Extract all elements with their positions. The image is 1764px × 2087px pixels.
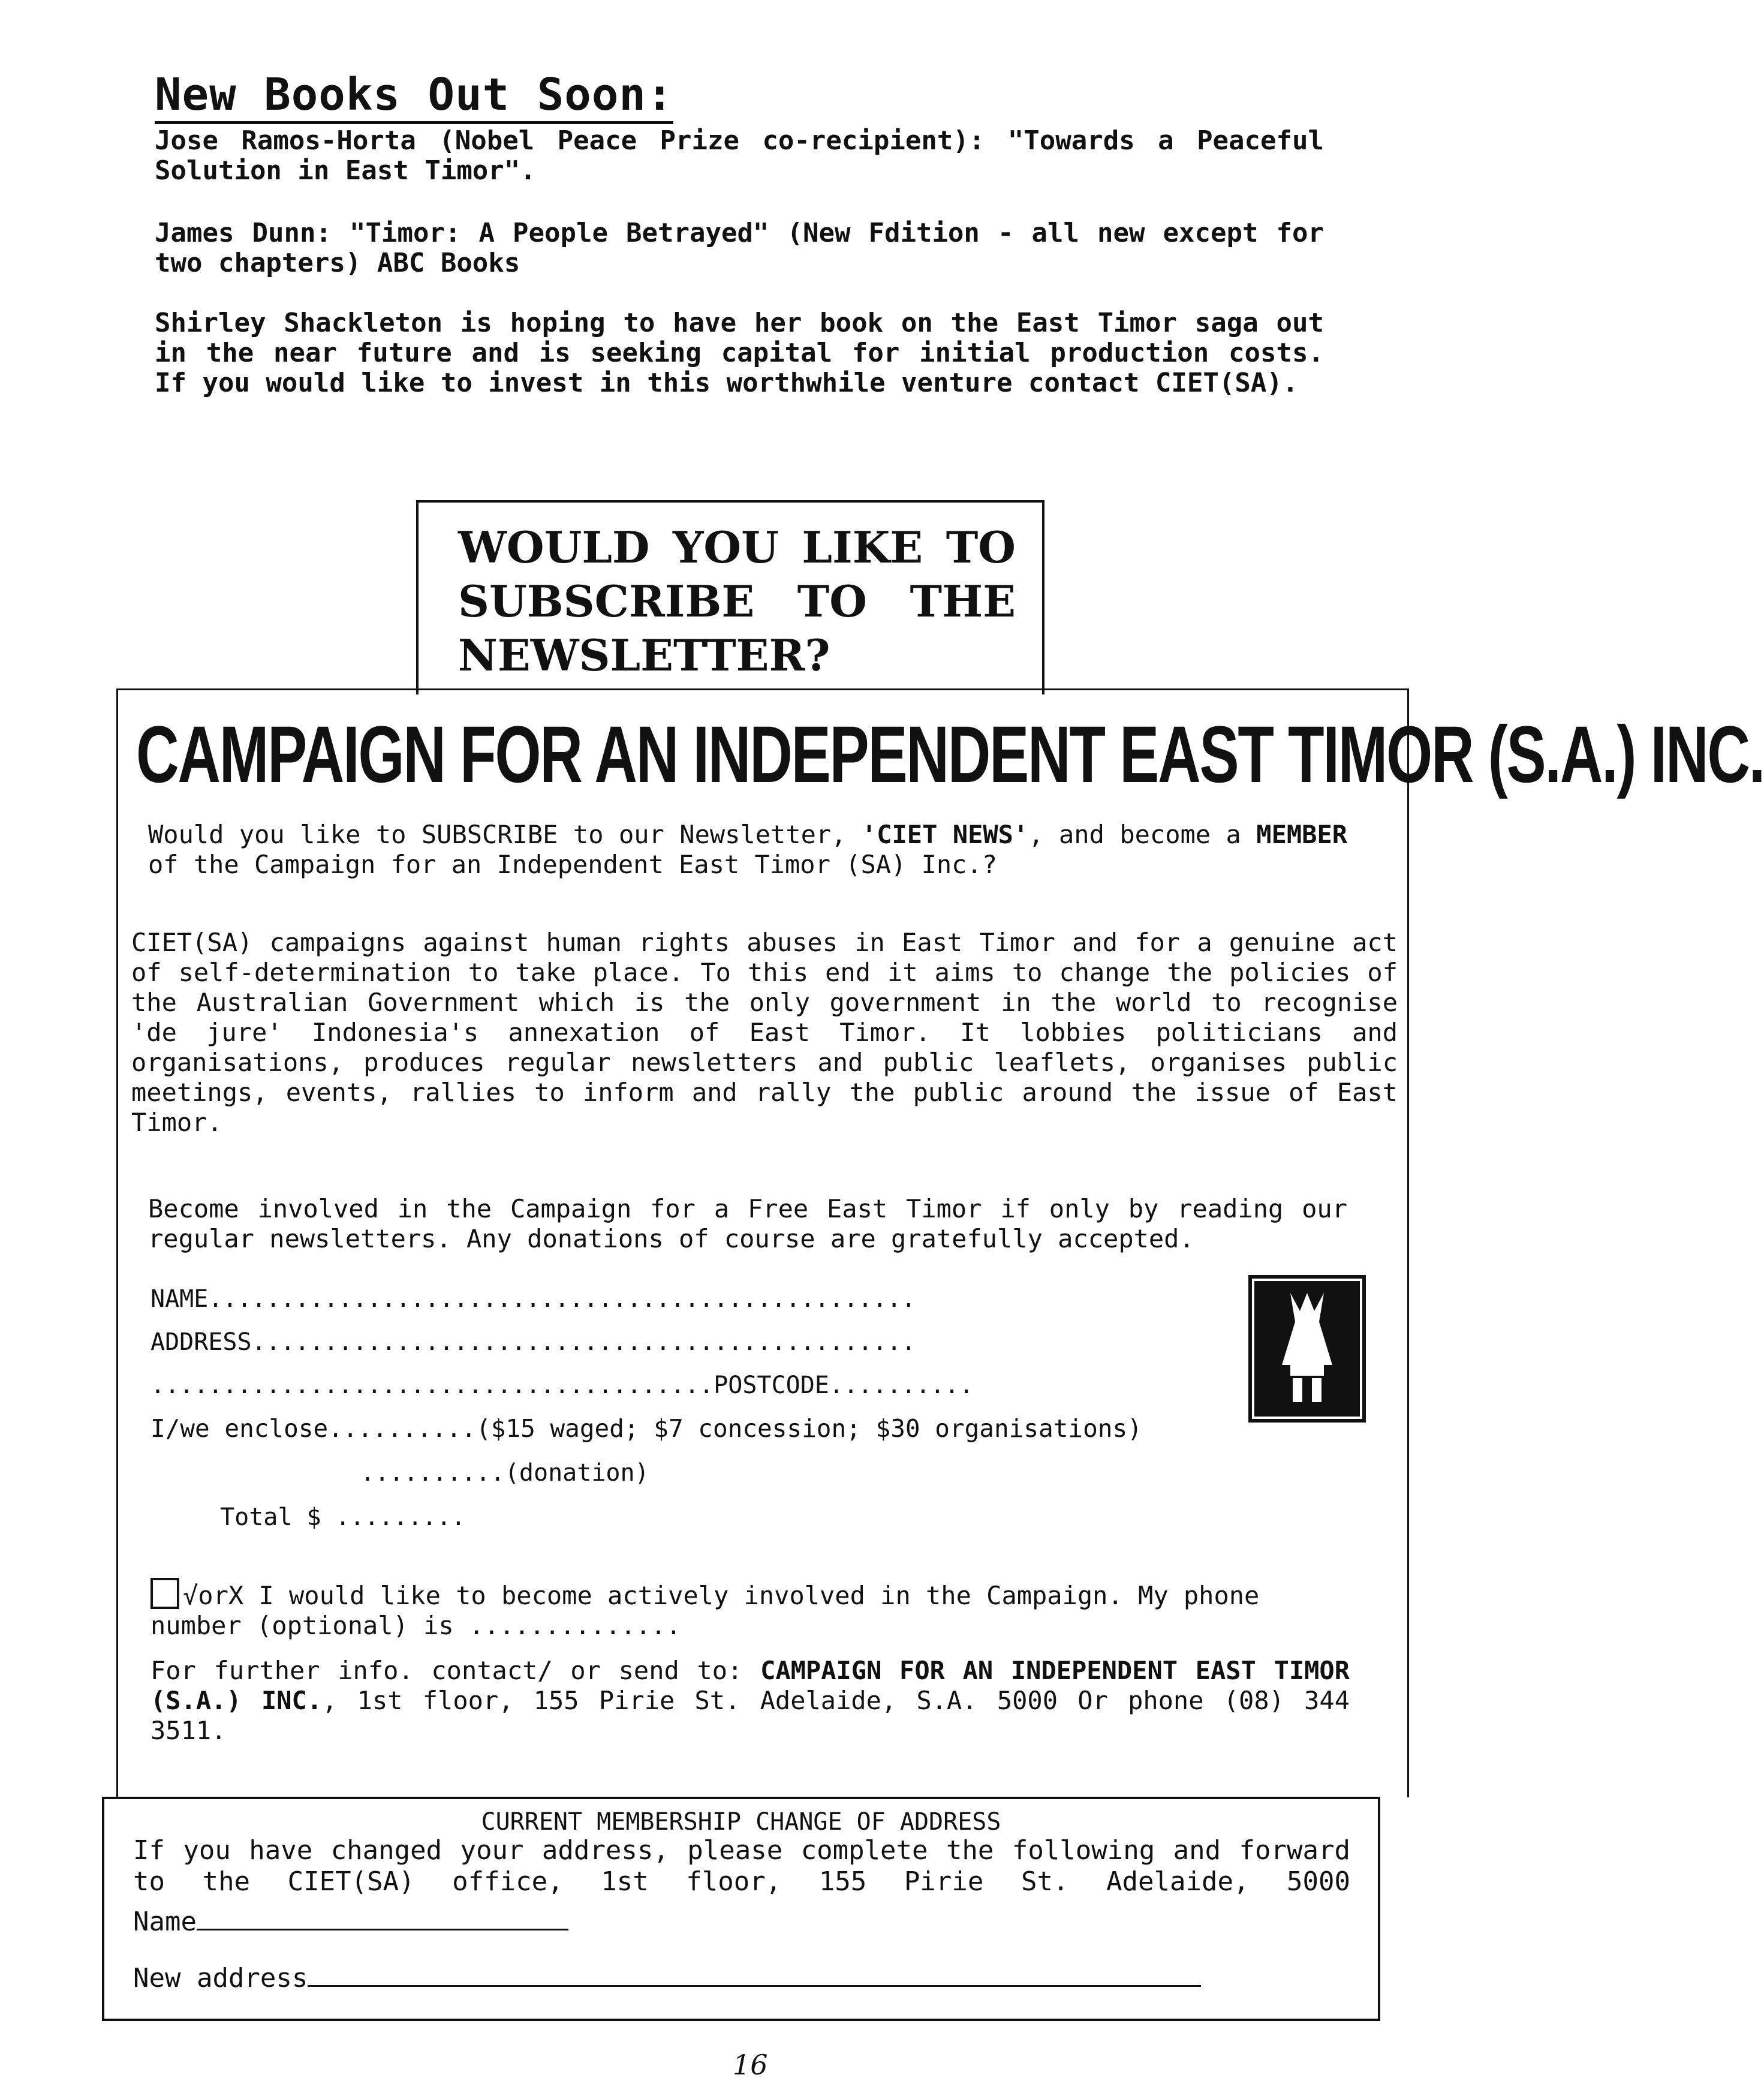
change-address-input[interactable] xyxy=(308,1961,1201,1987)
involvement-checkbox[interactable] xyxy=(150,1578,179,1609)
page-number: 16 xyxy=(733,2049,768,2081)
name-field[interactable]: NAME................................................. xyxy=(150,1285,916,1313)
intro-ciet-news: 'CIET NEWS' xyxy=(861,820,1029,849)
intro-text-c: , and become a xyxy=(1028,820,1257,849)
intro-text-b: to our Newsletter, xyxy=(558,820,862,849)
postcode-field[interactable]: .......................................POSTCODE.......... xyxy=(150,1372,974,1399)
subscribe-box xyxy=(416,500,1044,694)
involve-text: Become involved in the Campaign for a Free East Timor if only by reading our regular newsletters. Any donations of course are gratefully accepted. xyxy=(148,1194,1347,1253)
book-item-dunn: James Dunn: "Timor: A People Betrayed" (New Fdition - all new except for two chapters) ABC Books xyxy=(155,218,1324,278)
change-of-address-text: If you have changed your address, please complete the following and forward to the CIET(SA) office, 1st floor, 155 Pirie St. Adelaide, 5000 xyxy=(133,1835,1350,1897)
change-name-label: Name xyxy=(133,1906,197,1937)
campaign-emblem-icon xyxy=(1248,1275,1366,1423)
involvement-text: √orX I would like to become actively involved in the Campaign. My phone number (optional) is .............. xyxy=(150,1581,1260,1640)
contact-text xyxy=(150,1656,1350,1746)
intro-member: MEMBER xyxy=(1256,820,1348,849)
book-item-ramos-horta: Jose Ramos-Horta (Nobel Peace Prize co-recipient): "Towards a Peaceful Solution in East Timor". xyxy=(155,125,1324,186)
donation-field[interactable]: ..........(donation) xyxy=(360,1459,649,1487)
change-of-address-box xyxy=(102,1797,1380,2021)
new-books-heading: New Books Out Soon: xyxy=(155,71,673,124)
change-of-address-title: CURRENT MEMBERSHIP CHANGE OF ADDRESS xyxy=(481,1808,1001,1836)
book-item-shackleton: Shirley Shackleton is hoping to have her book on the East Timor saga out in the near future and is seeking capital for initial production costs. If you would like to invest in this worthwhile venture contact CIET(SA). xyxy=(155,308,1324,398)
contact-text-b: , 1st floor, 155 Pirie St. Adelaide, S.A. 5000 Or phone (08) 344 3511. xyxy=(150,1686,1350,1745)
contact-organisation: CAMPAIGN FOR AN INDEPENDENT EAST TIMOR (S.A.) INC. xyxy=(150,1656,1350,1715)
emblem-figure-icon xyxy=(1248,1275,1366,1423)
change-name-input[interactable] xyxy=(197,1905,568,1930)
address-field[interactable]: ADDRESS.............................................. xyxy=(150,1328,916,1356)
organisation-banner: CAMPAIGN FOR AN INDEPENDENT EAST TIMOR (S.A.) INC. xyxy=(136,710,1764,799)
intro-text-a: Would you like to xyxy=(148,820,422,849)
contact-text-a: For further info. contact/ or send to: xyxy=(150,1656,761,1685)
subscribe-box-text: WOULD YOU LIKE TO SUBSCRIBE TO THE NEWSLETTER? xyxy=(458,522,1016,681)
subscription-form xyxy=(116,688,1764,1797)
change-address-row[interactable] xyxy=(133,1961,1201,1994)
change-address-label: New address xyxy=(133,1963,308,1993)
change-name-row[interactable] xyxy=(133,1905,568,1938)
intro-text-d: of the Campaign for an Independent East Timor (SA) Inc.? xyxy=(148,850,998,879)
involvement-checkbox-row[interactable] xyxy=(150,1578,1350,1641)
subscribe-intro xyxy=(148,820,1347,880)
intro-subscribe: SUBSCRIBE xyxy=(421,820,558,849)
enclose-field[interactable]: I/we enclose..........($15 waged; $7 concession; $30 organisations) xyxy=(150,1414,1142,1443)
about-ciet: CIET(SA) campaigns against human rights abuses in East Timor and for a genuine act of self-determination to take place. To this end it aims to change the policies of the Australian Government which is the only government in the world to recognise 'de jure' Indonesia's annexation of East Timor. It lobbies politicians and organisations, produces regular newsletters and public leaflets, organises public meetings, events, rallies to inform and rally the public around the issue of East Timor. xyxy=(131,928,1398,1137)
total-field[interactable]: Total $ ......... xyxy=(220,1503,466,1531)
